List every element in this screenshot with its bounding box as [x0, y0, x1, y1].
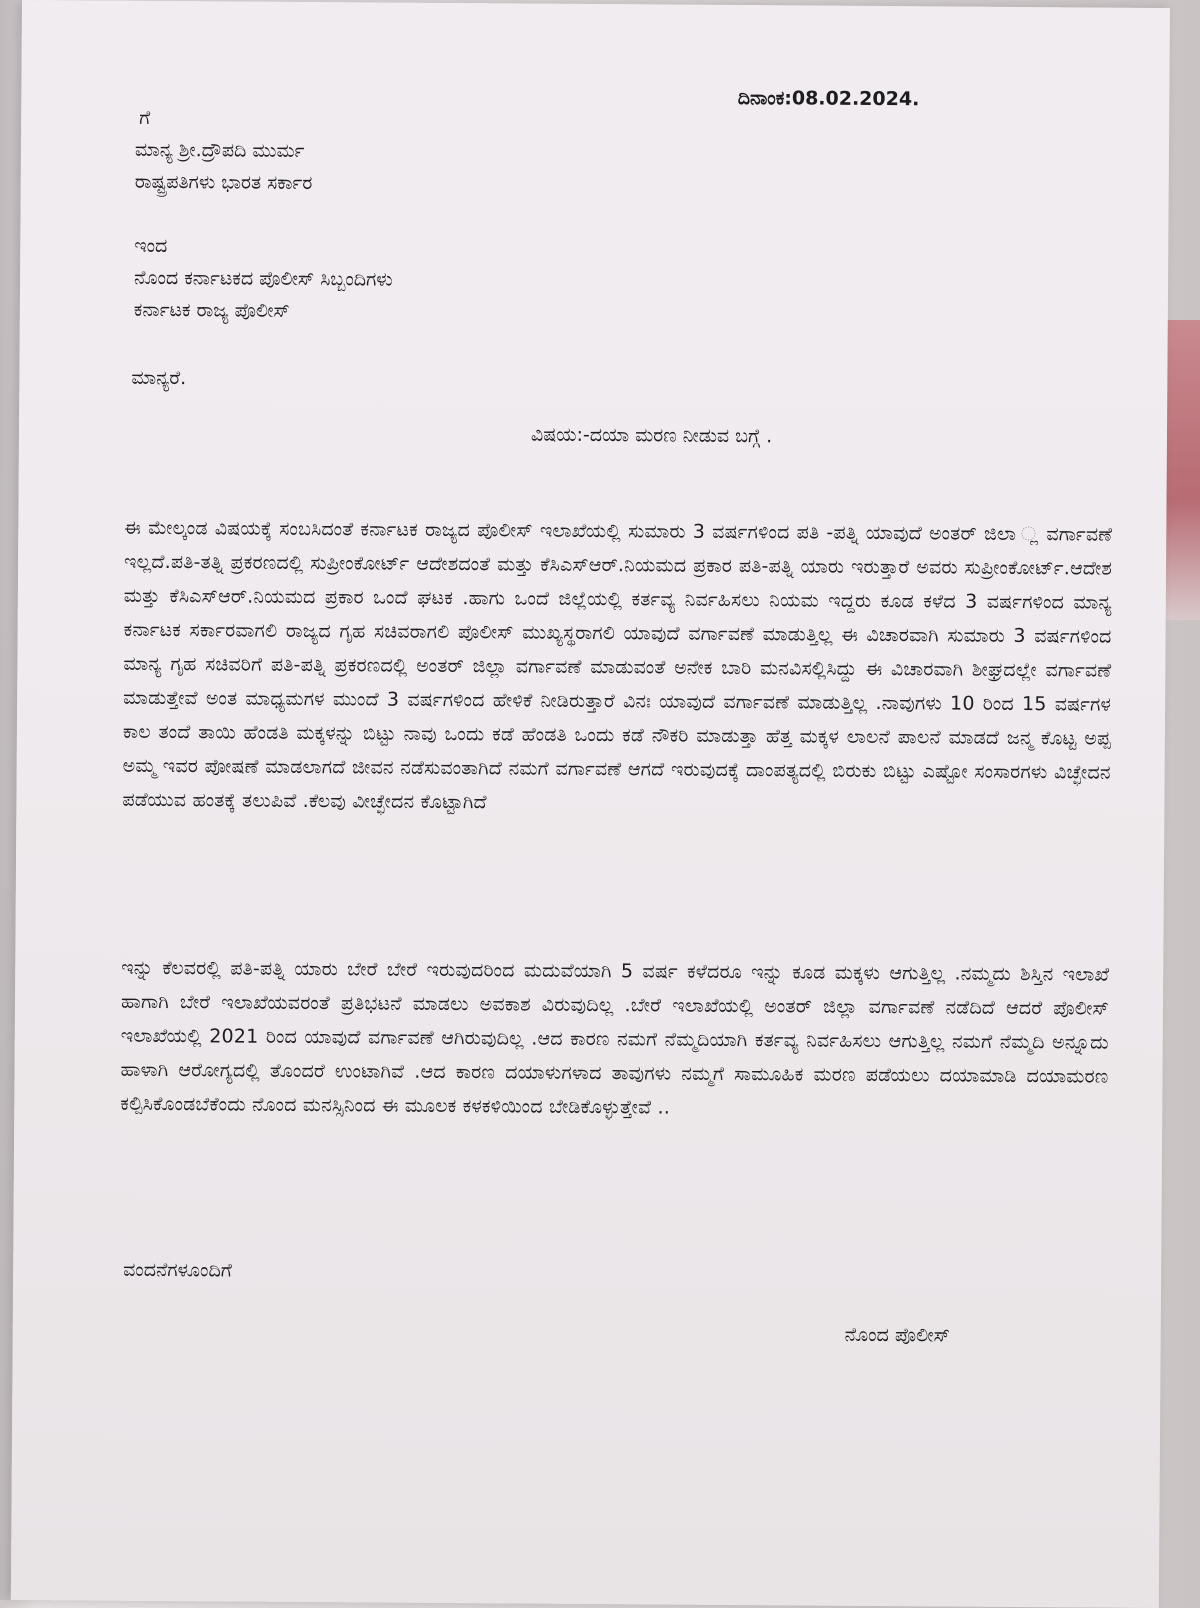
- to-label: ಗೆ: [139, 106, 151, 129]
- from-label: ಇಂದ: [134, 234, 168, 258]
- closing: ವಂದನೆಗಳೂಂದಿಗೆ: [123, 1258, 232, 1282]
- salutation: ಮಾನ್ಯರೆ.: [131, 366, 187, 390]
- letter-date: ದಿನಾಂಕ:08.02.2024.: [737, 86, 920, 111]
- signature: ನೊಂದ ಪೊಲೀಸ್: [844, 1323, 951, 1347]
- letter-sheet: [11, 0, 1170, 1608]
- recipient-line-2: ರಾಷ್ಟ್ರಪತಿಗಳು ಭಾರತ ಸರ್ಕಾರ: [134, 170, 313, 195]
- sender-line-2: ಕರ್ನಾಟಕ ರಾಜ್ಯ ಪೊಲೀಸ್: [133, 298, 290, 322]
- body-paragraph-1: ಈ ಮೇಲ್ಕಂಡ ವಿಷಯಕ್ಕೆ ಸಂಬಸಿದಂತೆ ಕರ್ನಾಟಕ ರಾಜ್ಯದ ಪೊಲೀಸ್ ಇಲಾಖೆಯಲ್ಲಿ ಸುಮಾರು 3 ವರ್ಷಗಳಿಂದ ಪತಿ -ಪತ್ನಿ ಯಾವುದೆ ಅಂತರ್ ಜಿಲಾ ್ಲ ವರ್ಗಾವಣೆ ಇಲ್ಲದೆ.ಪತಿ-ತತ್ನಿ ಪ್ರಕರಣದಲ್ಲಿ ಸುಪ್ರೀಂಕೋರ್ಟ್ ಆದೇಶದಂತೆ ಮತ್ತು ಕೆಸಿಎಸ್ಆರ್.ನಿಯಮದ ಪ್ರಕಾರ ಪತಿ-ಪತ್ನಿ ಯಾರು ಇರುತ್ತಾರೆ ಅವರು ಸುಪ್ರೀಂಕೋರ್ಟ್.ಆದೇಶ ಮತ್ತು ಕೆಸಿಎಸ್ಆರ್.ನಿಯಮದ ಪ್ರಕಾರ ಒಂದೆ ಘಟಕ .ಹಾಗು ಒಂದೆ ಜಿಲ್ಲೆಯಲ್ಲಿ ಕರ್ತವ್ಯ ನಿರ್ವಹಿಸಲು ನಿಯಮ ಇದ್ದರು ಕೂಡ ಕಳೆದ 3 ವರ್ಷಗಳಿಂದ ಮಾನ್ಯ ಕರ್ನಾಟಕ ಸರ್ಕಾರವಾಗಲಿ ರಾಜ್ಯದ ಗೃಹ ಸಚಿವರಾಗಲಿ ಪೊಲೀಸ್ ಮುಖ್ಯಸ್ಥರಾಗಲಿ ಯಾವುದೆ ವರ್ಗಾವಣೆ ಮಾಡುತ್ತಿಲ್ಲ ಈ ವಿಚಾರವಾಗಿ ಸುಮಾರು 3 ವರ್ಷಗಳಿಂದ ಮಾನ್ಯ ಗೃಹ ಸಚಿವರಿಗೆ ಪತಿ-ಪತ್ನಿ ಪ್ರಕರಣದಲ್ಲಿ ಅಂತರ್ ಜಿಲ್ಲಾ ವರ್ಗಾವಣೆ ಮಾಡುವಂತೆ ಅನೇಕ ಬಾರಿ ಮನವಿಸಲ್ಲಿಸಿದ್ದು ಈ ವಿಚಾರವಾಗಿ ಶೀಘ್ರದಲ್ಲೇ ವರ್ಗಾವಣೆ ಮಾಡುತ್ತೇವೆ ಅಂತ ಮಾಧ್ಯಮಗಳ ಮುಂದೆ 3 ವರ್ಷಗಳಿಂದ ಹೇಳಿಕೆ ನೀಡಿರುತ್ತಾರೆ ವಿನಃ ಯಾವುದೆ ವರ್ಗಾವಣೆ ಮಾಡುತ್ತಿಲ್ಲ .ನಾವುಗಳು 10 ರಿಂದ 15 ವರ್ಷಗಳ ಕಾಲ ತಂದೆ ತಾಯಿ ಹೆಂಡತಿ ಮಕ್ಕಳನ್ನು ಬಿಟ್ಟು ನಾವು ಒಂದು ಕಡೆ ಹೆಂಡತಿ ಒಂದು ಕಡೆ ನೌಕರಿ ಮಾಡುತ್ತಾ ಹೆತ್ತ ಮಕ್ಕಳ ಲಾಲನೆ ಪಾಲನೆ ಮಾಡದೆ ಜನ್ಮ ಕೊಟ್ಟ ಅಪ್ಪ ಅಮ್ಮ ಇವರ ಪೋಷಣೆ ಮಾಡಲಾಗದೆ ಜೀವನ ನಡೆಸುವಂತಾಗಿದೆ ನಮಗೆ ವರ್ಗಾವಣೆ ಆಗದೆ ಇರುವುದಕ್ಕೆ ದಾಂಪತ್ಯದಲ್ಲಿ ಬಿರುಕು ಬಿಟ್ಟು ಎಷ್ಟೋ ಸಂಸಾರಗಳು ವಿಚ್ಛೇದನ ಪಡೆಯುವ ಹಂತಕ್ಕೆ ತಲುಪಿವೆ .ಕೆಲವು ವೀಚ್ಛೇದನ ಕೊಟ್ಟಾಗಿದೆ: [122, 516, 1113, 814]
- subject-line: ವಿಷಯ:-ದಯಾ ಮರಣ ನೀಡುವ ಬಗ್ಗೆ .: [530, 423, 773, 448]
- sender-line-1: ನೊಂದ ಕರ್ನಾಟಕದ ಪೊಲೀಸ್ ಸಿಬ್ಬಂದಿಗಳು: [133, 266, 393, 291]
- body-paragraph-2: ಇನ್ನು ಕೆಲವರಲ್ಲಿ ಪತಿ-ಪತ್ನಿ ಯಾರು ಬೇರೆ ಬೇರೆ ಇರುವುದರಿಂದ ಮದುವೆಯಾಗಿ 5 ವರ್ಷ ಕಳೆದರೂ ಇನ್ನು ಕೂಡ ಮಕ್ಕಳು ಆಗುತ್ತಿಲ್ಲ .ನಮ್ಮದು ಶಿಸ್ತಿನ ಇಲಾಖೆ ಹಾಗಾಗಿ ಬೇರೆ ಇಲಾಖೆಯವರಂತೆ ಪ್ರತಿಭಟನೆ ಮಾಡಲು ಅವಕಾಶ ವಿರುವುದಿಲ್ಲ .ಬೇರೆ ಇಲಾಖೆಯಲ್ಲಿ ಅಂತರ್ ಜಿಲ್ಲಾ ವರ್ಗಾವಣೆ ನಡೆದಿದೆ ಆದರೆ ಪೊಲೀಸ್ ಇಲಾಖೆಯಲ್ಲಿ 2021 ರಿಂದ ಯಾವುದೆ ವರ್ಗಾವಣೆ ಆಗಿರುವುದಿಲ್ಲ .ಆದ ಕಾರಣ ನಮಗೆ ನೆಮ್ಮದಿಯಾಗಿ ಕರ್ತವ್ಯ ನಿರ್ವಹಿಸಲು ಆಗುತ್ತಿಲ್ಲ ನಮಗೆ ನೆಮ್ಮದಿ ಅನ್ನೂದು ಹಾಳಾಗಿ ಆರೋಗ್ಯದಲ್ಲಿ ತೊಂದರೆ ಉಂಟಾಗಿವೆ .ಆದ ಕಾರಣ ದಯಾಳುಗಳಾದ ತಾವುಗಳು ನಮ್ಮಗೆ ಸಾಮೂಹಿಕ ಮರಣ ಪಡೆಯಲು ದಯಾಮಾಡಿ ದಯಾಮರಣ ಕಲ್ಪಿಸಿಕೊಂಡಬೆಕೆಂದು ನೊಂದ ಮನಸ್ಸಿನಿಂದ ಈ ಮೂಲಕ ಕಳಕಳಿಯಿಂದ ಬೇಡಿಕೊಳ್ಳುತ್ತೇವೆ ..: [120, 956, 1110, 1119]
- recipient-line-1: ಮಾನ್ಯ ಶ್ರೀ.ದ್ರೌಪದಿ ಮುರ್ಮ: [134, 138, 305, 162]
